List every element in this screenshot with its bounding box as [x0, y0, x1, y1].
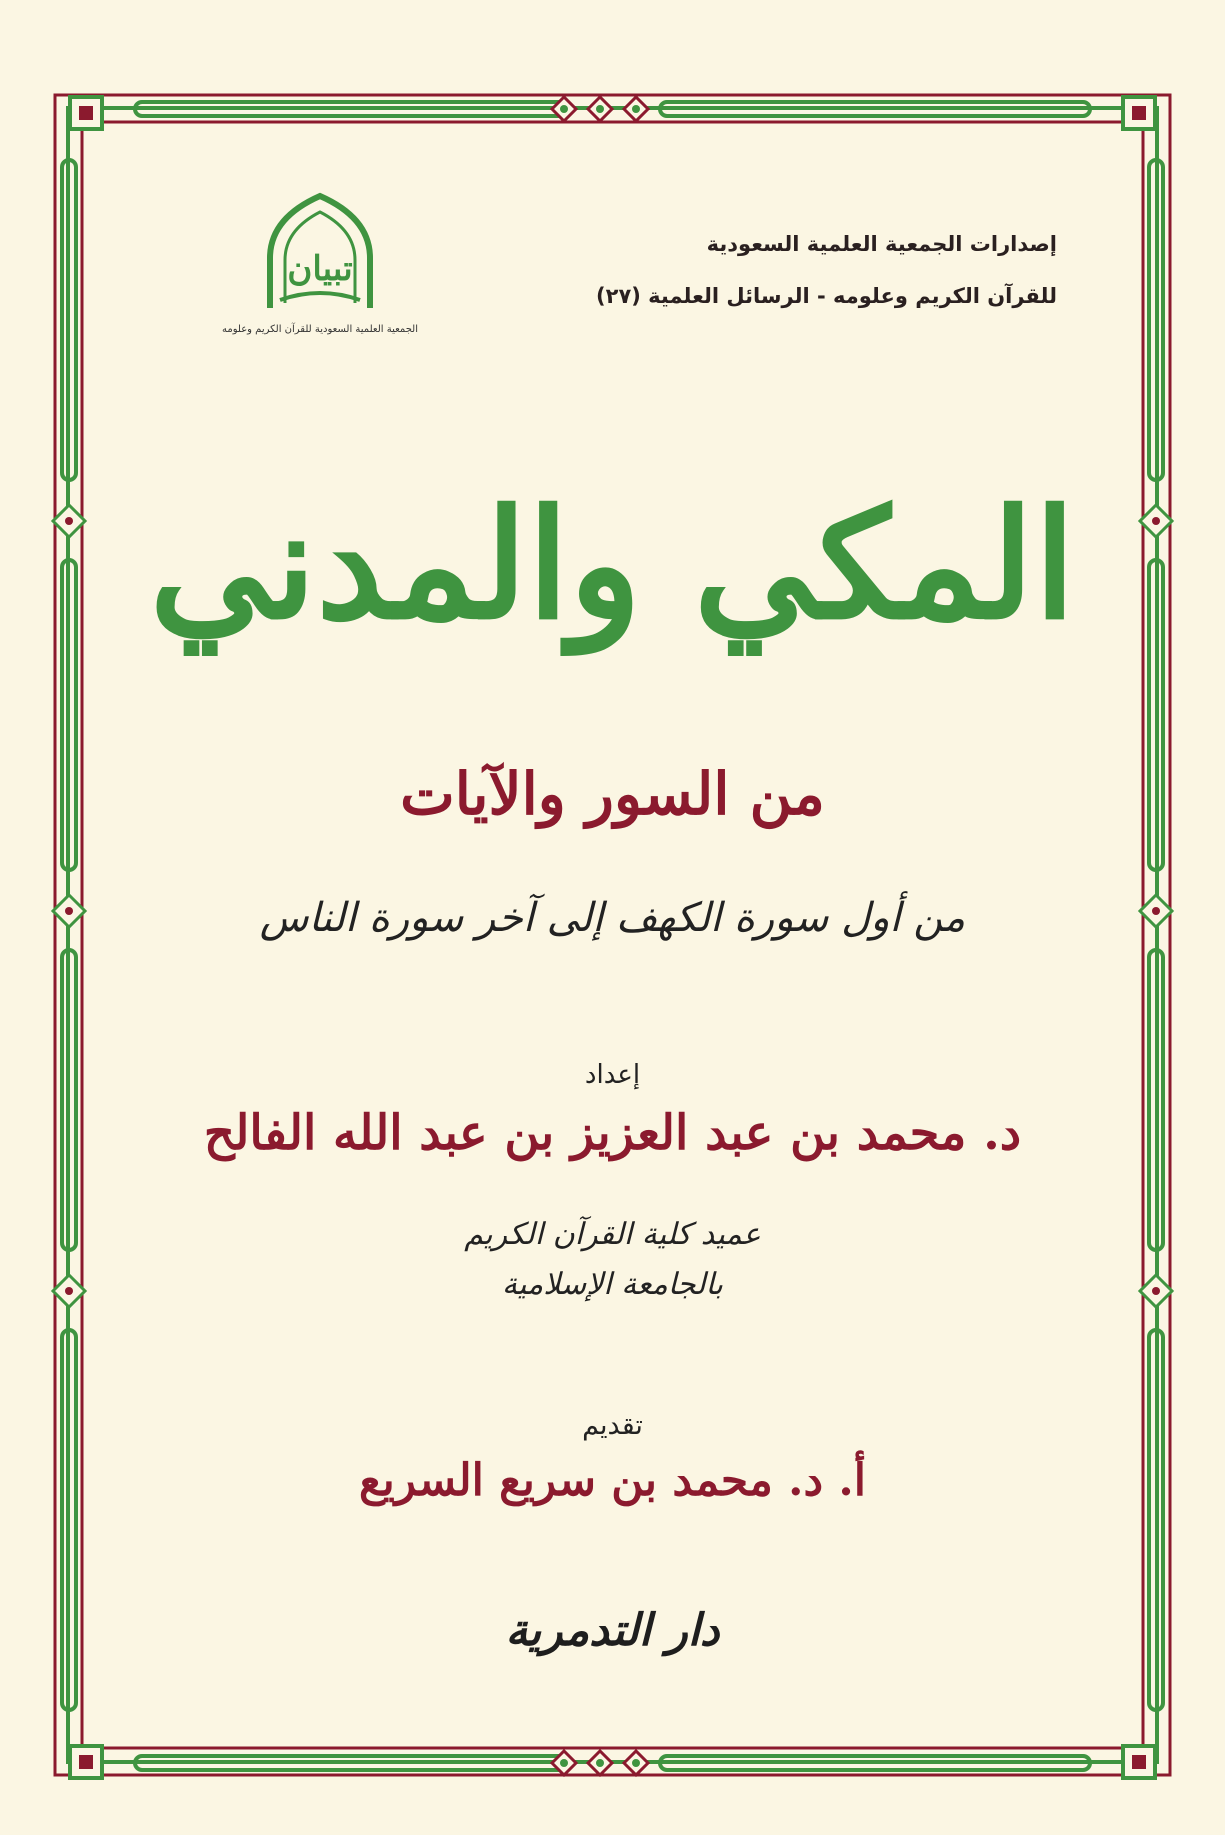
- author-name: د. محمد بن عبد العزيز بن عبد الله الفالح: [203, 1105, 1022, 1161]
- society-logo: [200, 188, 440, 368]
- author-title-line-1: عميد كلية القرآن الكريم: [464, 1217, 761, 1252]
- publisher-name: دار التدمرية: [505, 1605, 720, 1656]
- book-subtitle: من السور والآيات: [400, 760, 825, 828]
- foreword-author: أ. د. محمد بن سريع السريع: [359, 1455, 866, 1506]
- book-range: من أول سورة الكهف إلى آخر سورة الناس: [259, 895, 966, 941]
- foreword-label: تقديم: [582, 1410, 643, 1441]
- logo-society-name: الجمعية العلمية السعودية للقرآن الكريم وعلومه: [222, 324, 418, 335]
- author-title-line-2: بالجامعة الإسلامية: [502, 1267, 723, 1302]
- book-emblem-icon: [250, 188, 390, 318]
- series-info: [537, 218, 1057, 322]
- logo-emblem-text: تبيان: [287, 249, 353, 289]
- series-line-2: للقرآن الكريم وعلومه - الرسائل العلمية (٢٧): [596, 284, 1057, 308]
- prepared-by-label: إعداد: [584, 1060, 641, 1090]
- author-title: [0, 1210, 1225, 1310]
- series-line-1: إصدارات الجمعية العلمية السعودية: [706, 232, 1057, 256]
- book-title: المكي والمدني: [149, 477, 1076, 653]
